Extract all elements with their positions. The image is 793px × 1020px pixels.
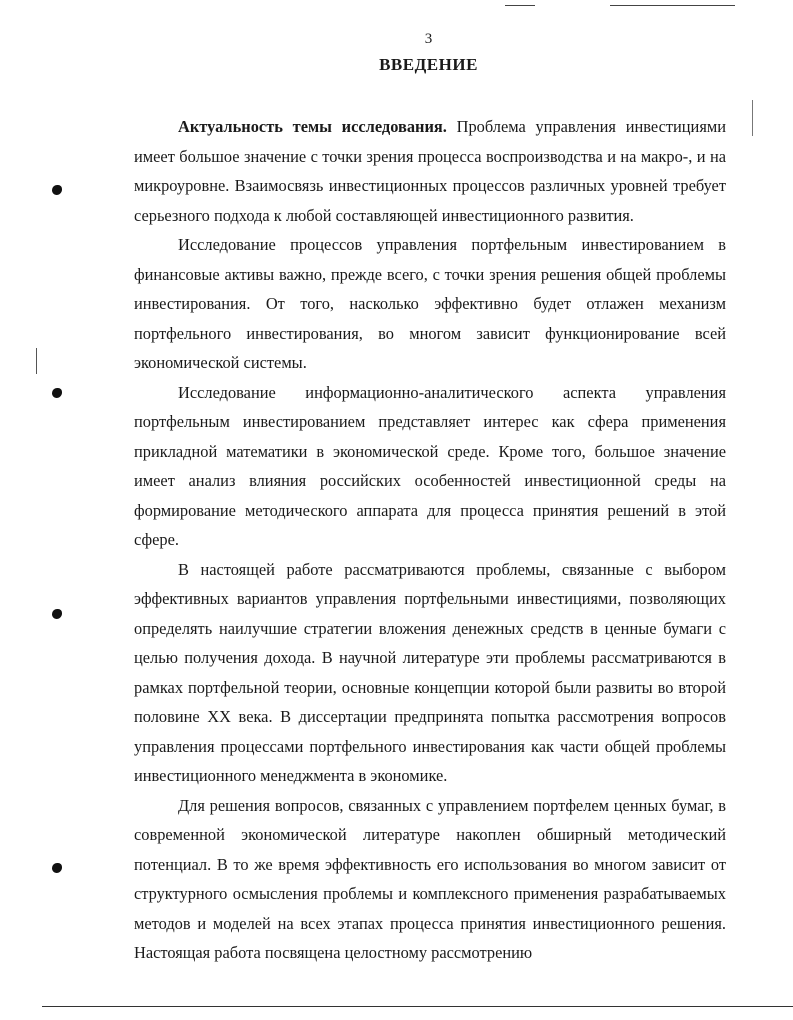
document-body — [134, 112, 726, 968]
paragraph-lead-bold: Актуальность темы исследования. — [178, 117, 447, 136]
binder-hole-2 — [52, 388, 62, 398]
paragraph-text: Проблема управления инвестициями имеет большое значение с точки зрения процесса воспроизводства и на макро-, и на микроуровне. Взаимосвязь инвестиционных процессов различных уровней требует серьезного подхода к любой составляющей инвестиционного развития. — [134, 117, 726, 225]
scan-top-rule-right — [610, 5, 735, 6]
scan-right-rule — [752, 100, 753, 136]
scan-bottom-rule — [42, 1006, 793, 1007]
binder-hole-4 — [52, 863, 62, 873]
paragraph-portfolio-management: Исследование процессов управления портфельным инвестированием в финансовые активы важно, прежде всего, с точки зрения решения общей проблемы инвестирования. От того, насколько эффективно будет отлажен механизм портфельного инвестирования, во многом зависит функционирование всей экономической системы. — [134, 235, 726, 372]
paragraph-methodology: Для решения вопросов, связанных с управлением портфелем ценных бумаг, в современной экономической литературе накоплен обширный методический потенциал. В то же время эффективность его использования во многом зависит от структурного осмысления проблемы и комплексного применения разрабатываемых методов и моделей на всех этапах процесса принятия инвестиционного решения. Настоящая работа посвящена целостному рассмотрению — [134, 795, 726, 962]
scan-top-rule-left — [505, 5, 535, 6]
paragraph-current-work: В настоящей работе рассматриваются проблемы, связанные с выбором эффективных вариантов управления портфельными инвестициями, позволяющих определять наилучшие стратегии вложения денежных средств в ценные бумаги с целью получения дохода. В научной литературе эти проблемы рассматриваются в рамках портфельной теории, основные концепции которой были развиты во второй половине XX века. В диссертации предпринята попытка рассмотрения вопросов управления процессами портфельного инвестирования как части общей проблемы инвестиционного менеджмента в экономике. — [134, 559, 726, 785]
binder-hole-3 — [52, 609, 62, 619]
paragraph-relevance — [134, 112, 726, 230]
paragraph-information-analysis: Исследование информационно-аналитического аспекта управления портфельным инвестированием представляет интерес как сфера применения прикладной математики в экономической среде. Кроме того, большое значение имеет анализ влияния российских особенностей инвестиционной среды на формирование методического аппарата для процесса принятия решений в этой сфере. — [134, 382, 726, 549]
scan-left-tick — [36, 348, 37, 374]
page-number: 3 — [424, 31, 433, 47]
page-title: ВВЕДЕНИЕ — [379, 55, 478, 74]
binder-hole-1 — [52, 185, 62, 195]
